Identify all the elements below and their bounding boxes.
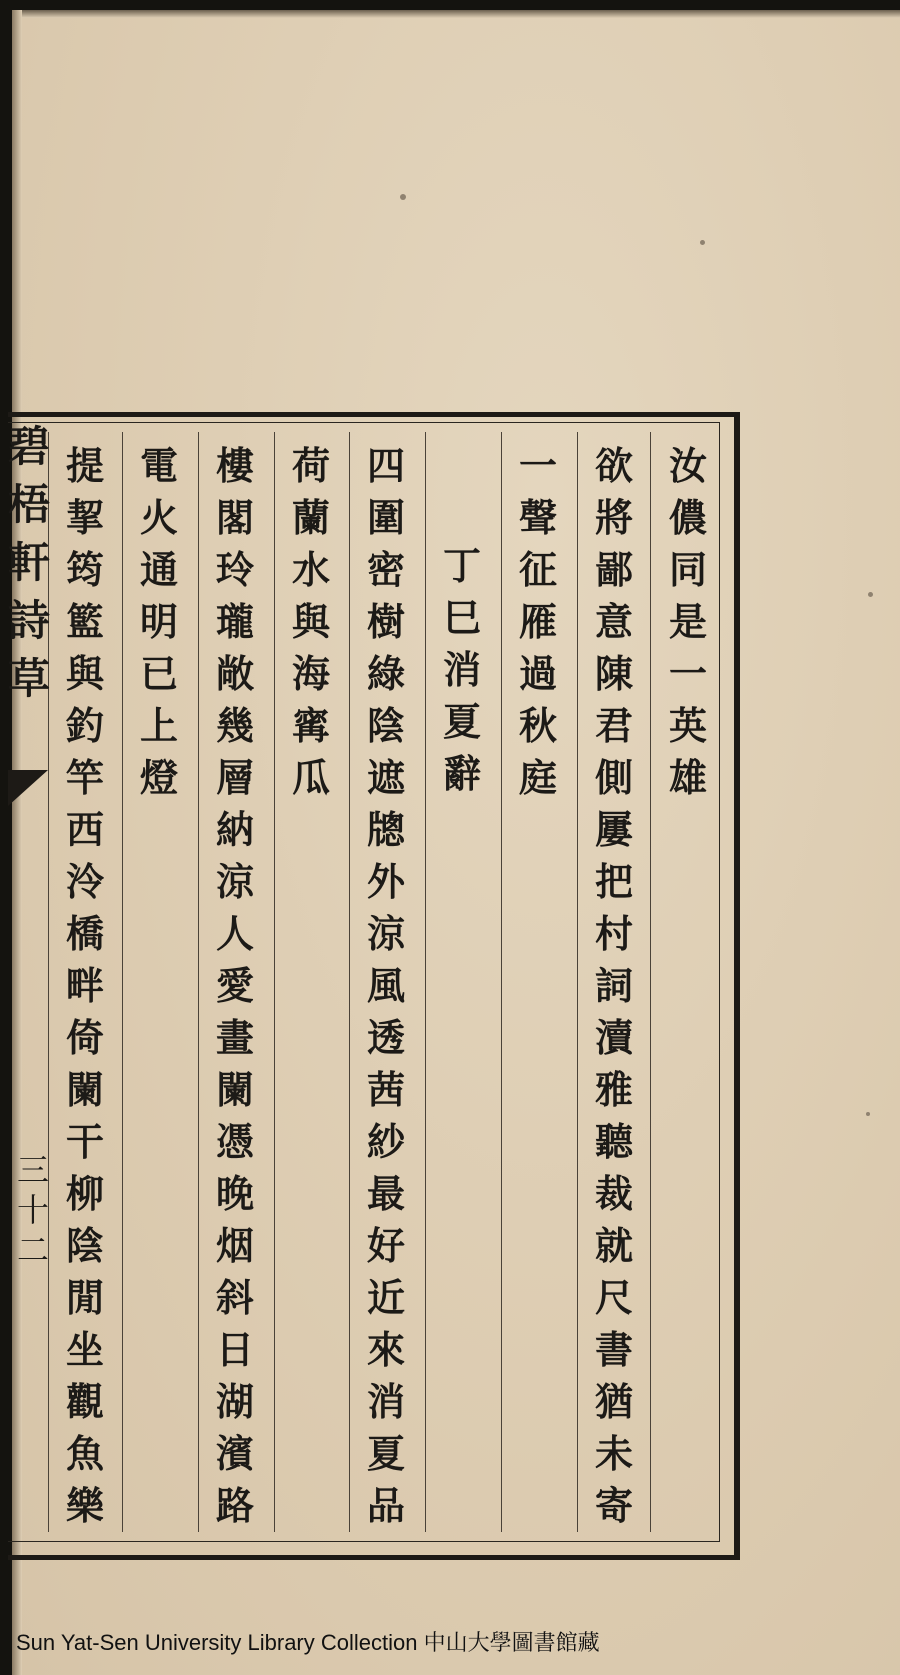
text-character: 意 xyxy=(594,599,633,644)
text-character: 詞 xyxy=(594,963,633,1008)
text-character: 三 xyxy=(17,1151,50,1189)
text-column-8 xyxy=(130,440,188,804)
text-column-5 xyxy=(357,440,415,1532)
text-character: 書 xyxy=(594,1327,633,1372)
text-character: 晚 xyxy=(215,1171,254,1216)
text-character: 草 xyxy=(8,654,51,703)
text-character: 烟 xyxy=(215,1223,254,1268)
text-character: 儂 xyxy=(668,495,707,540)
text-character: 愛 xyxy=(215,963,254,1008)
text-character: 已 xyxy=(139,651,178,696)
text-character: 遮 xyxy=(366,755,405,800)
text-character: 尺 xyxy=(594,1275,633,1320)
text-character: 涼 xyxy=(366,911,405,956)
text-character: 消 xyxy=(442,647,481,692)
text-character: 風 xyxy=(366,963,405,1008)
text-character: 敞 xyxy=(215,651,254,696)
text-character: 側 xyxy=(594,755,633,800)
text-character: 闌 xyxy=(215,1067,254,1112)
text-column-2 xyxy=(585,440,643,1532)
text-column-4 xyxy=(433,540,491,800)
text-character: 瓏 xyxy=(215,599,254,644)
text-character: 丁 xyxy=(442,543,481,588)
text-column-3 xyxy=(509,440,567,804)
text-character: 與 xyxy=(291,599,330,644)
text-column-9 xyxy=(56,440,114,1532)
text-character: 未 xyxy=(594,1431,633,1476)
text-character: 筠 xyxy=(65,547,104,592)
text-character: 上 xyxy=(139,703,178,748)
text-character: 電 xyxy=(139,443,178,488)
text-character: 寄 xyxy=(594,1483,633,1528)
text-column-7 xyxy=(206,440,264,1532)
text-character: 干 xyxy=(65,1119,104,1164)
text-character: 層 xyxy=(215,755,254,800)
text-character: 村 xyxy=(594,911,633,956)
text-character: 汝 xyxy=(668,443,707,488)
text-character: 樹 xyxy=(366,599,405,644)
paper-spot xyxy=(866,1112,870,1116)
text-character: 樓 xyxy=(215,443,254,488)
text-character: 挈 xyxy=(65,495,104,540)
text-character: 過 xyxy=(518,651,557,696)
column-rule xyxy=(349,432,350,1532)
text-character: 雁 xyxy=(518,599,557,644)
text-character: 夏 xyxy=(442,699,481,744)
text-character: 外 xyxy=(366,859,405,904)
text-character: 最 xyxy=(366,1171,405,1216)
column-rule xyxy=(122,432,123,1532)
text-character: 路 xyxy=(215,1483,254,1528)
text-character: 把 xyxy=(594,859,633,904)
text-character: 人 xyxy=(215,911,254,956)
text-character: 圍 xyxy=(366,495,405,540)
text-character: 陰 xyxy=(366,703,405,748)
text-character: 樂 xyxy=(65,1483,104,1528)
text-character: 泠 xyxy=(65,859,104,904)
paper-spot xyxy=(868,592,873,597)
text-character: 涼 xyxy=(215,859,254,904)
text-character: 巳 xyxy=(442,595,481,640)
text-character: 雅 xyxy=(594,1067,633,1112)
text-character: 軒 xyxy=(8,538,51,587)
text-character: 就 xyxy=(594,1223,633,1268)
text-character: 征 xyxy=(518,547,557,592)
text-character: 猶 xyxy=(594,1379,633,1424)
text-character: 將 xyxy=(594,495,633,540)
text-character: 倚 xyxy=(65,1015,104,1060)
text-character: 品 xyxy=(366,1483,405,1528)
text-character: 釣 xyxy=(65,703,104,748)
text-character: 消 xyxy=(366,1379,405,1424)
text-character: 閒 xyxy=(65,1275,104,1320)
margin-book-title xyxy=(8,418,51,708)
text-character: 四 xyxy=(366,443,405,488)
text-character: 柳 xyxy=(65,1171,104,1216)
text-character: 濱 xyxy=(215,1431,254,1476)
column-rule xyxy=(198,432,199,1532)
text-character: 玲 xyxy=(215,547,254,592)
text-character: 一 xyxy=(668,651,707,696)
page-top-edge xyxy=(12,10,900,18)
text-character: 闌 xyxy=(65,1067,104,1112)
paper-spot xyxy=(700,240,705,245)
text-character: 一 xyxy=(518,443,557,488)
text-character: 明 xyxy=(139,599,178,644)
text-character: 庭 xyxy=(518,755,557,800)
text-character: 竿 xyxy=(65,755,104,800)
text-character: 幾 xyxy=(215,703,254,748)
text-character: 鄙 xyxy=(594,547,633,592)
text-character: 西 xyxy=(65,807,104,852)
text-character: 與 xyxy=(65,651,104,696)
text-character: 坐 xyxy=(65,1327,104,1372)
text-character: 茜 xyxy=(366,1067,405,1112)
text-character: 君 xyxy=(594,703,633,748)
text-character: 紗 xyxy=(366,1119,405,1164)
text-character: 十 xyxy=(17,1191,50,1229)
text-character: 瀆 xyxy=(594,1015,633,1060)
text-character: 水 xyxy=(291,547,330,592)
column-rule xyxy=(501,432,502,1532)
column-rule xyxy=(577,432,578,1532)
text-character: 寗 xyxy=(291,703,330,748)
text-character: 透 xyxy=(366,1015,405,1060)
text-character: 納 xyxy=(215,807,254,852)
text-character: 瓜 xyxy=(291,755,330,800)
text-character: 欲 xyxy=(594,443,633,488)
text-character: 荷 xyxy=(291,443,330,488)
text-character: 近 xyxy=(366,1275,405,1320)
text-character: 聲 xyxy=(518,495,557,540)
text-column-1 xyxy=(659,440,717,804)
text-character: 是 xyxy=(668,599,707,644)
text-character: 日 xyxy=(215,1327,254,1372)
text-character: 燈 xyxy=(139,755,178,800)
text-character: 橋 xyxy=(65,911,104,956)
text-character: 密 xyxy=(366,547,405,592)
text-character: 魚 xyxy=(65,1431,104,1476)
text-character: 雄 xyxy=(668,755,707,800)
text-character: 辭 xyxy=(442,751,481,796)
text-character: 梧 xyxy=(8,480,51,529)
text-character: 閣 xyxy=(215,495,254,540)
text-character: 火 xyxy=(139,495,178,540)
column-rule xyxy=(425,432,426,1532)
text-character: 斜 xyxy=(215,1275,254,1320)
text-character: 詩 xyxy=(8,596,51,645)
folio-number xyxy=(18,1150,48,1270)
text-character: 海 xyxy=(291,651,330,696)
text-character: 觀 xyxy=(65,1379,104,1424)
text-character: 蘭 xyxy=(291,495,330,540)
text-column-6 xyxy=(282,440,340,804)
text-character: 好 xyxy=(366,1223,405,1268)
text-character: 籃 xyxy=(65,599,104,644)
fish-tail-mark xyxy=(8,770,48,806)
text-character: 牕 xyxy=(366,807,405,852)
text-character: 裁 xyxy=(594,1171,633,1216)
text-character: 畔 xyxy=(65,963,104,1008)
text-character: 聽 xyxy=(594,1119,633,1164)
text-character: 碧 xyxy=(8,422,51,471)
text-character: 畫 xyxy=(215,1015,254,1060)
text-character: 憑 xyxy=(215,1119,254,1164)
text-character: 通 xyxy=(139,547,178,592)
text-character: 提 xyxy=(65,443,104,488)
text-character: 二 xyxy=(17,1231,50,1269)
text-character: 英 xyxy=(668,703,707,748)
text-character: 夏 xyxy=(366,1431,405,1476)
text-character: 屢 xyxy=(594,807,633,852)
text-character: 綠 xyxy=(366,651,405,696)
text-character: 同 xyxy=(668,547,707,592)
column-rule xyxy=(274,432,275,1532)
text-character: 陰 xyxy=(65,1223,104,1268)
text-character: 秋 xyxy=(518,703,557,748)
column-rule xyxy=(650,432,651,1532)
text-character: 來 xyxy=(366,1327,405,1372)
text-character: 湖 xyxy=(215,1379,254,1424)
library-watermark: Sun Yat-Sen University Library Collection 中山大學圖書館藏 xyxy=(16,1630,600,1655)
text-character: 陳 xyxy=(594,651,633,696)
paper-spot xyxy=(400,194,406,200)
